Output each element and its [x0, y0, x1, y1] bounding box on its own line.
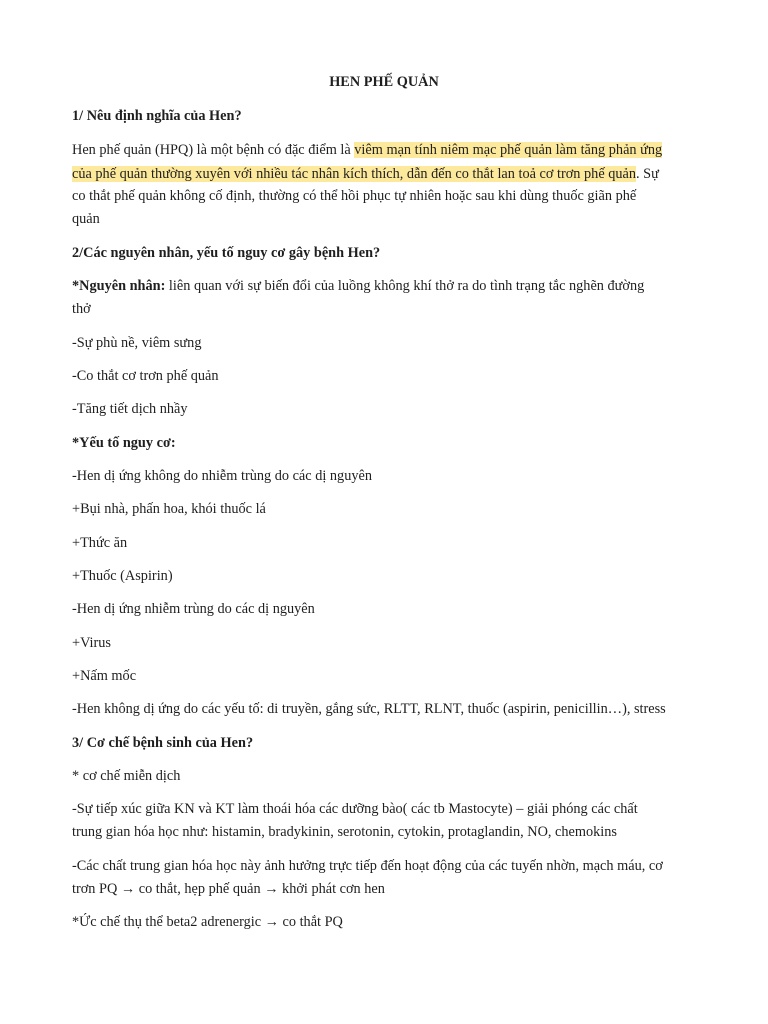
list-item: -Hen dị ứng nhiễm trùng do các dị nguyên — [72, 601, 315, 617]
list-item: +Nấm mốc — [72, 668, 137, 684]
list-item: -Co thắt cơ trơn phế quản — [72, 368, 219, 384]
mechanism-line: *Ức chế thụ thể beta2 adrenergic → co thắt PQ — [72, 914, 343, 930]
definition-highlight: viêm mạn tính niêm mạc phế quản làm tăng phản ứng — [354, 142, 663, 158]
mechanism-line: -Sự tiếp xúc giữa KN và KT làm thoái hóa các dưỡng bào( các tb Mastocyte) – giải phóng các chất — [72, 801, 638, 817]
list-item: +Virus — [72, 635, 111, 651]
section-2-heading: 2/Các nguyên nhân, yếu tố nguy cơ gây bệnh Hen? — [72, 245, 381, 261]
mechanism-line: -Các chất trung gian hóa học này ảnh hưởng trực tiếp đến hoạt động của các tuyến nhờn, mạch máu, cơ — [72, 858, 663, 874]
cause-line-1 — [72, 276, 644, 296]
risk-label: *Yếu tố nguy cơ: — [72, 435, 176, 451]
definition-line-2 — [72, 164, 659, 184]
list-item: -Hen không dị ứng do các yếu tố: di truyền, gắng sức, RLTT, RLNT, thuốc (aspirin, penicillin…), stress — [72, 701, 666, 717]
list-item: +Thức ăn — [72, 535, 128, 551]
list-item: -Sự phù nề, viêm sưng — [72, 335, 202, 351]
document-title: HEN PHẾ QUẢN — [329, 74, 439, 90]
list-item: -Tăng tiết dịch nhầy — [72, 401, 188, 417]
definition-line-4: quản — [72, 211, 100, 227]
definition-line-3: co thắt phế quản không cố định, thường có thể hồi phục tự nhiên hoặc sau khi dùng thuốc giãn phế — [72, 188, 637, 204]
cause-line-2: thở — [72, 301, 91, 317]
list-item: +Thuốc (Aspirin) — [72, 568, 173, 584]
definition-text: Hen phế quản (HPQ) là một bệnh có đặc điểm là — [72, 142, 355, 158]
cause-text: liên quan với sự biến đổi của luồng không khí thở ra do tình trạng tắc nghẽn đường — [165, 278, 645, 294]
list-item: -Hen dị ứng không do nhiễm trùng do các dị nguyên — [72, 468, 372, 484]
cause-label: *Nguyên nhân: — [72, 278, 166, 294]
definition-highlight: của phế quản thường xuyên với nhiều tác nhân kích thích, dẫn đến co thắt lan toả cơ trơn phế quản — [72, 166, 637, 182]
definition-line-1 — [72, 140, 662, 160]
definition-text: . Sự — [636, 166, 659, 182]
mechanism-line: trơn PQ → co thắt, hẹp phế quản → khởi phát cơn hen — [72, 881, 385, 897]
section-1-heading: 1/ Nêu định nghĩa của Hen? — [72, 108, 242, 124]
mechanism-line: trung gian hóa học như: histamin, bradykinin, serotonin, cytokin, protaglandin, NO, chemokins — [72, 824, 617, 840]
mechanism-line: * cơ chế miễn dịch — [72, 768, 181, 784]
section-3-heading: 3/ Cơ chế bệnh sinh của Hen? — [72, 735, 254, 751]
list-item: +Bụi nhà, phấn hoa, khói thuốc lá — [72, 501, 266, 517]
